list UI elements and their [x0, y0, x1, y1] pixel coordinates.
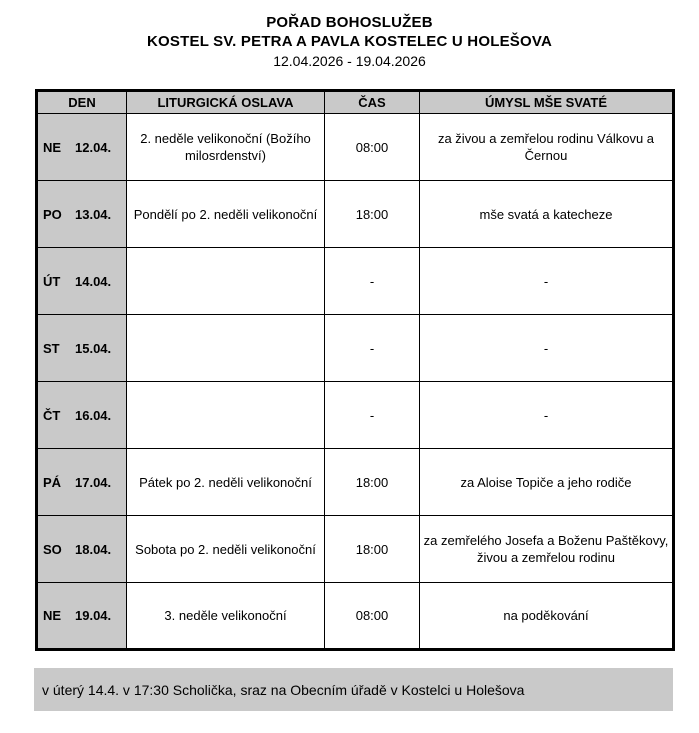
- time-cell: 08:00: [325, 114, 420, 181]
- celebration-cell: Sobota po 2. neděli velikonoční: [127, 516, 325, 583]
- table-row: [37, 114, 674, 181]
- day-abbr: SO: [43, 541, 62, 557]
- date-range: 12.04.2026 - 19.04.2026: [273, 53, 426, 69]
- footer-note: v úterý 14.4. v 17:30 Scholička, sraz na Obecním úřadě v Kostelci u Holešova: [34, 668, 673, 711]
- day-date: 14.04.: [75, 273, 112, 289]
- time-cell: -: [325, 382, 420, 449]
- column-header-celebration: LITURGICKÁ OSLAVA: [127, 91, 325, 114]
- day-date: 13.04.: [75, 206, 112, 222]
- day-date: 18.04.: [75, 541, 112, 557]
- day-abbr: ST: [43, 340, 60, 356]
- day-abbr: NE: [43, 139, 62, 155]
- day-cell: [37, 315, 127, 382]
- day-abbr: ÚT: [43, 273, 61, 289]
- time-cell: 08:00: [325, 583, 420, 650]
- day-cell: [37, 382, 127, 449]
- document-subtitle: KOSTEL SV. PETRA A PAVLA KOSTELEC U HOLEŠOVA: [147, 33, 552, 50]
- day-cell: [37, 583, 127, 650]
- table-row: [37, 583, 674, 650]
- document-title: POŘAD BOHOSLUŽEB: [266, 14, 433, 31]
- time-cell: 18:00: [325, 516, 420, 583]
- intention-cell: -: [420, 382, 674, 449]
- day-date: 17.04.: [75, 474, 112, 490]
- celebration-cell: [127, 248, 325, 315]
- day-cell: [37, 114, 127, 181]
- table-row: [37, 248, 674, 315]
- table-row: [37, 516, 674, 583]
- document-header: [0, 0, 699, 71]
- intention-cell: -: [420, 248, 674, 315]
- column-header-time: ČAS: [325, 91, 420, 114]
- intention-cell: na poděkování: [420, 583, 674, 650]
- day-abbr: PO: [43, 206, 62, 222]
- day-abbr: ČT: [43, 407, 61, 423]
- schedule-table: [35, 89, 675, 651]
- celebration-cell: Pátek po 2. neděli velikonoční: [127, 449, 325, 516]
- day-date: 12.04.: [75, 139, 112, 155]
- time-cell: 18:00: [325, 181, 420, 248]
- celebration-cell: [127, 382, 325, 449]
- intention-cell: -: [420, 315, 674, 382]
- column-header-intention: ÚMYSL MŠE SVATÉ: [420, 91, 674, 114]
- day-cell: [37, 181, 127, 248]
- intention-cell: za Aloise Topiče a jeho rodiče: [420, 449, 674, 516]
- day-date: 16.04.: [75, 407, 112, 423]
- column-header-day: DEN: [37, 91, 127, 114]
- time-cell: -: [325, 315, 420, 382]
- day-abbr: PÁ: [43, 474, 62, 490]
- day-cell: [37, 248, 127, 315]
- celebration-cell: 3. neděle velikonoční: [127, 583, 325, 650]
- celebration-cell: 2. neděle velikonoční (Božího milosrdenství): [127, 114, 325, 181]
- day-date: 15.04.: [75, 340, 112, 356]
- celebration-cell: Pondělí po 2. neděli velikonoční: [127, 181, 325, 248]
- intention-cell: za živou a zemřelou rodinu Válkovu a Černou: [420, 114, 674, 181]
- day-cell: [37, 516, 127, 583]
- table-row: [37, 382, 674, 449]
- time-cell: 18:00: [325, 449, 420, 516]
- table-header-row: [37, 91, 674, 114]
- intention-cell: mše svatá a katecheze: [420, 181, 674, 248]
- table-row: [37, 181, 674, 248]
- time-cell: -: [325, 248, 420, 315]
- day-abbr: NE: [43, 608, 62, 623]
- intention-cell: za zemřelého Josefa a Boženu Paštěkovy, živou a zemřelou rodinu: [420, 516, 674, 583]
- day-date: 19.04.: [75, 608, 112, 623]
- table-row: [37, 315, 674, 382]
- table-row: [37, 449, 674, 516]
- celebration-cell: [127, 315, 325, 382]
- day-cell: [37, 449, 127, 516]
